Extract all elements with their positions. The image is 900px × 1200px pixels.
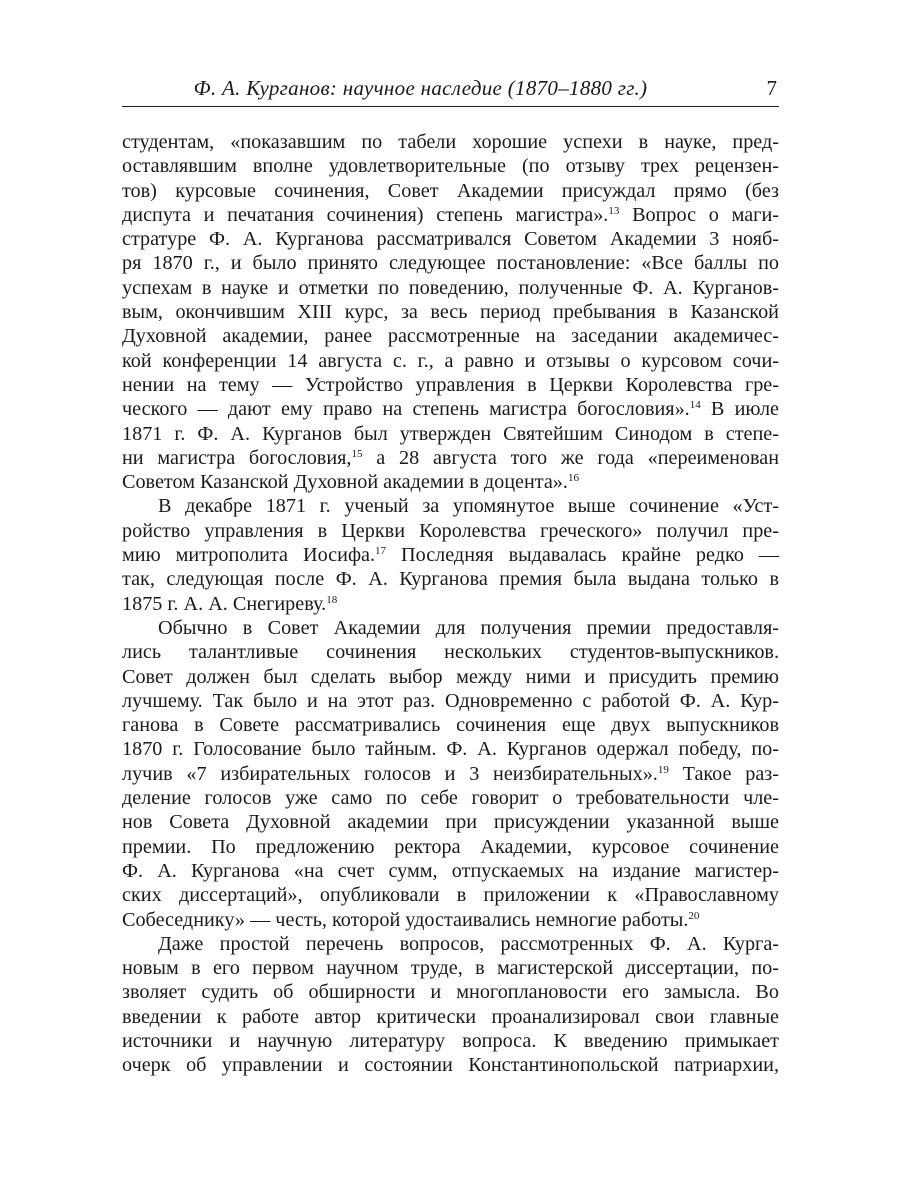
- text-line: 1870 г. Голосование было тайным. Ф. А. Курганов одержал победу, по-: [122, 738, 779, 761]
- text-line: лучшему. Так было и на этот раз. Одновременно с работой Ф. А. Кур-: [122, 689, 779, 712]
- text-line: Советом Казанской Духовной академии в доцента».$^{16}$: [122, 471, 579, 494]
- text-line: новым в его первом научном труде, в магистерской диссертации, по-: [122, 957, 779, 980]
- text-line: оставлявшим вполне удовлетворительные (по отзыву трех рецензен-: [122, 155, 779, 178]
- text-line: Ф. А. Курганова «на счет сумм, отпускаемых на издание магистер-: [122, 859, 779, 882]
- text-line: тов) курсовые сочинения, Совет Академии присуждал прямо (без: [122, 179, 779, 202]
- page-number: 7: [766, 76, 777, 100]
- footnote-ref: 18: [326, 593, 338, 606]
- footnote-ref: 17: [375, 545, 387, 558]
- text-line: ческого — дают ему право на степень магистра богословия».$^{14}$ В июле: [122, 398, 779, 421]
- text-line: деление голосов уже само по себе говорит о требовательности чле-: [122, 787, 779, 810]
- text-line: успехам в науке и отметки по поведению, полученные Ф. А. Курганов-: [122, 276, 779, 299]
- text-line: Совет должен был сделать выбор между ними и присудить премию: [122, 665, 779, 688]
- text-line: премии. По предложению ректора Академии, курсовое сочинение: [122, 835, 779, 858]
- footnote-ref: 14: [689, 399, 701, 412]
- text-line: 1871 г. Ф. А. Курганов был утвержден Святейшим Синодом в степе-: [122, 422, 779, 445]
- text-line: источники и научную литературу вопроса. К введению примыкает: [122, 1029, 779, 1052]
- footnote-ref: 20: [688, 909, 700, 922]
- text-line: ройство управления в Церкви Королевства греческого» получил пре-: [122, 519, 779, 542]
- text-line: введении к работе автор критически проанализировал свои главные: [122, 1005, 779, 1028]
- body-text: [122, 130, 779, 1078]
- text-line: ских диссертаций», опубликовали в приложении к «Православному: [122, 884, 779, 907]
- text-line: ганова в Совете рассматривались сочинения еще двух выпускников: [122, 714, 779, 737]
- text-line: нов Совета Духовной академии при присуждении указанной выше: [122, 811, 779, 834]
- text-line: диспута и печатания сочинения) степень магистра».$^{13}$ Вопрос о маги-: [122, 203, 779, 226]
- text-line: ря 1870 г., и было принято следующее постановление: «Все баллы по: [122, 252, 779, 275]
- footnote-ref: 16: [567, 472, 579, 485]
- text-line: мию митрополита Иосифа.$^{17}$ Последняя выдавалась крайне редко —: [122, 544, 780, 567]
- paragraph-start-line: Даже простой перечень вопросов, рассмотренных Ф. А. Курга-: [158, 932, 779, 955]
- footnote-ref: 19: [657, 763, 669, 776]
- running-header: [122, 72, 779, 107]
- text-line: нении на тему — Устройство управления в Церкви Королевства гре-: [122, 373, 779, 396]
- text-line: стратуре Ф. А. Курганова рассматривался Советом Академии 3 нояб-: [122, 228, 779, 251]
- text-line: лучив «7 избирательных голосов и 3 неизбирательных».$^{19}$ Такое раз-: [122, 762, 779, 785]
- text-line: лись талантливые сочинения нескольких студентов-выпускников.: [122, 641, 779, 664]
- running-title: Ф. А. Курганов: научное наследие (1870–1880 гг.): [193, 76, 648, 100]
- text-line: вым, окончившим XIII курс, за весь период пребывания в Казанской: [122, 301, 779, 324]
- text-line: зволяет судить об обширности и многоплановости его замысла. Во: [122, 981, 779, 1004]
- text-line: 1875 г. А. А. Снегиреву.$^{18}$: [122, 592, 338, 615]
- text-line: так, следующая после Ф. А. Курганова премия была выдана только в: [122, 568, 779, 591]
- text-line: ни магистра богословия,$^{15}$ а 28 августа того же года «переименован: [122, 446, 779, 469]
- text-line: кой конференции 14 августа с. г., а равно и отзывы о курсовом сочи-: [122, 349, 779, 372]
- footnote-ref: 15: [351, 447, 363, 460]
- paragraph-start-line: Обычно в Совет Академии для получения премии предоставля-: [158, 616, 779, 639]
- paragraph-start-line: В декабре 1871 г. ученый за упомянутое выше сочинение «Уст-: [158, 495, 779, 518]
- text-line: Духовной академии, ранее рассмотренные на заседании академичес-: [122, 325, 779, 348]
- text-line: очерк об управлении и состоянии Константинопольской патриархии,: [122, 1054, 779, 1077]
- text-line: Собеседнику» — честь, которой удостаивались немногие работы.$^{20}$: [122, 908, 700, 931]
- text-line: студентам, «показавшим по табели хорошие успехи в науке, пред-: [122, 131, 779, 153]
- footnote-ref: 13: [608, 204, 620, 217]
